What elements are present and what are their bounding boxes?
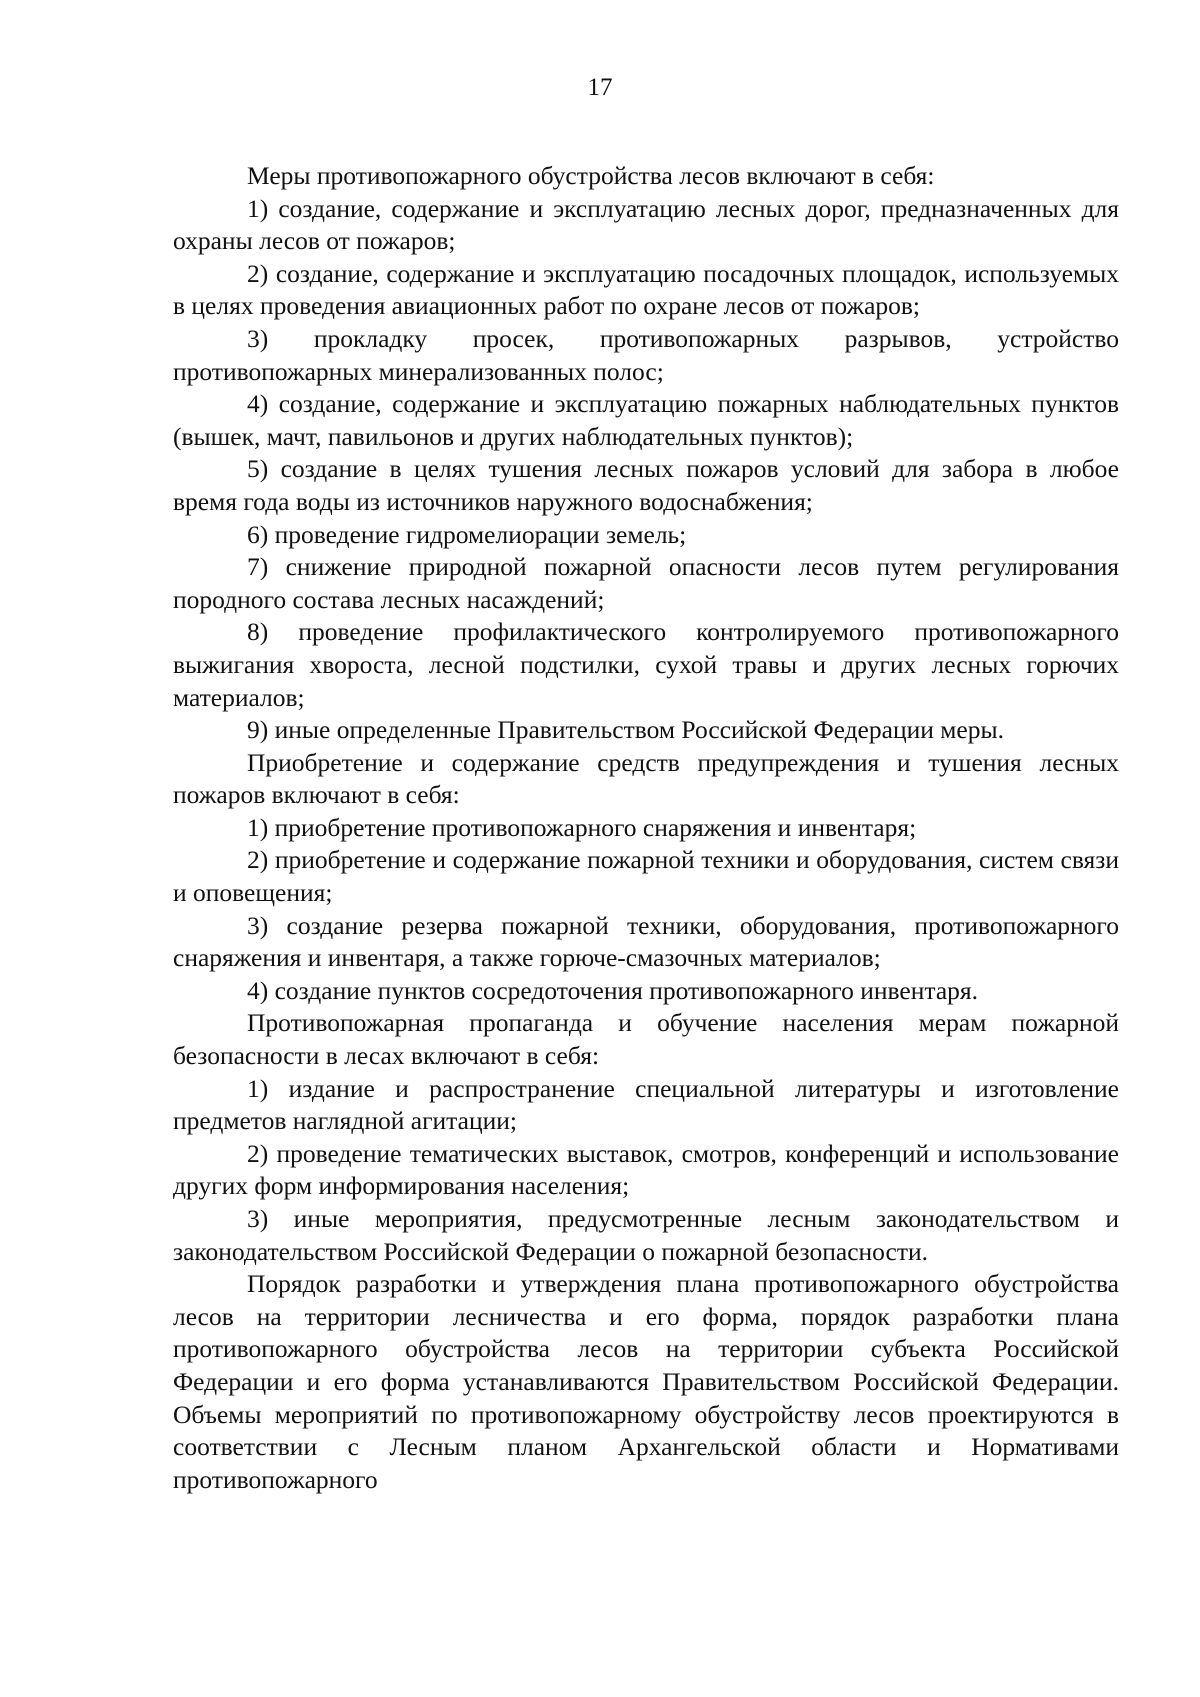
paragraph: 3) иные мероприятия, предусмотренные лесным законодательством и законодательством Российской Федерации о пожарной безопасности. xyxy=(173,1204,1119,1266)
paragraph: Приобретение и содержание средств предупреждения и тушения лесных пожаров включают в себя: xyxy=(173,747,1119,810)
paragraph: Противопожарная пропаганда и обучение населения мерам пожарной безопасности в лесах включают в себя: xyxy=(173,1008,1119,1071)
paragraph: 6) проведение гидромелиорации земель; xyxy=(247,519,687,549)
paragraph: 7) снижение природной пожарной опасности лесов путем регулирования породного состава лесных насаждений; xyxy=(173,552,1119,614)
paragraph: 3) создание резерва пожарной техники, оборудования, противопожарного снаряжения и инвентаря, а также горюче-смазочных материалов; xyxy=(173,910,1119,973)
paragraph: 1) создание, содержание и эксплуатацию лесных дорог, предназначенных для охраны лесов от пожаров; xyxy=(173,193,1119,256)
page-number: 17 xyxy=(587,74,613,101)
paragraph: 4) создание пунктов сосредоточения противопожарного инвентаря. xyxy=(247,975,979,1005)
paragraph: Меры противопожарного обустройства лесов включают в себя: xyxy=(247,161,935,190)
paragraph: 2) проведение тематических выставок, смотров, конференций и использование других форм информирования населения; xyxy=(173,1138,1119,1201)
paragraph: 1) приобретение противопожарного снаряжения и инвентаря; xyxy=(247,812,917,842)
paragraph: 4) создание, содержание и эксплуатацию пожарных наблюдательных пунктов (вышек, мачт, павильонов и других наблюдательных пунктов); xyxy=(173,389,1119,451)
paragraph: Порядок разработки и утверждения плана противопожарного обустройства лесов на территории лесничества и его форма, порядок разработки плана противопожарного обустройства лесов на территории субъекта Российской Федерации и его форма устанавливаются Правительством Российской Федерации. Объемы мероприятий по противопожарному обустройству лесов проектируются в соответствии с Лесным планом Архангельской области и Нормативами противопожарного xyxy=(173,1269,1119,1494)
paragraph: 3) прокладку просек, противопожарных разрывов, устройство противопожарных минерализованных полос; xyxy=(173,323,1119,386)
paragraph: 2) приобретение и содержание пожарной техники и оборудования, систем связи и оповещения; xyxy=(173,845,1119,908)
document-body xyxy=(173,160,1119,1496)
paragraph: 2) создание, содержание и эксплуатацию посадочных площадок, используемых в целях проведения авиационных работ по охране лесов от пожаров; xyxy=(173,258,1119,321)
paragraph: 8) проведение профилактического контролируемого противопожарного выжигания хвороста, лесной подстилки, сухой травы и других лесных горючих материалов; xyxy=(173,617,1119,712)
paragraph: 1) издание и распространение специальной литературы и изготовление предметов наглядной агитации; xyxy=(173,1073,1119,1136)
paragraph: 5) создание в целях тушения лесных пожаров условий для забора в любое время года воды из источников наружного водоснабжения; xyxy=(173,454,1119,516)
paragraph: 9) иные определенные Правительством Российской Федерации меры. xyxy=(247,715,1004,745)
